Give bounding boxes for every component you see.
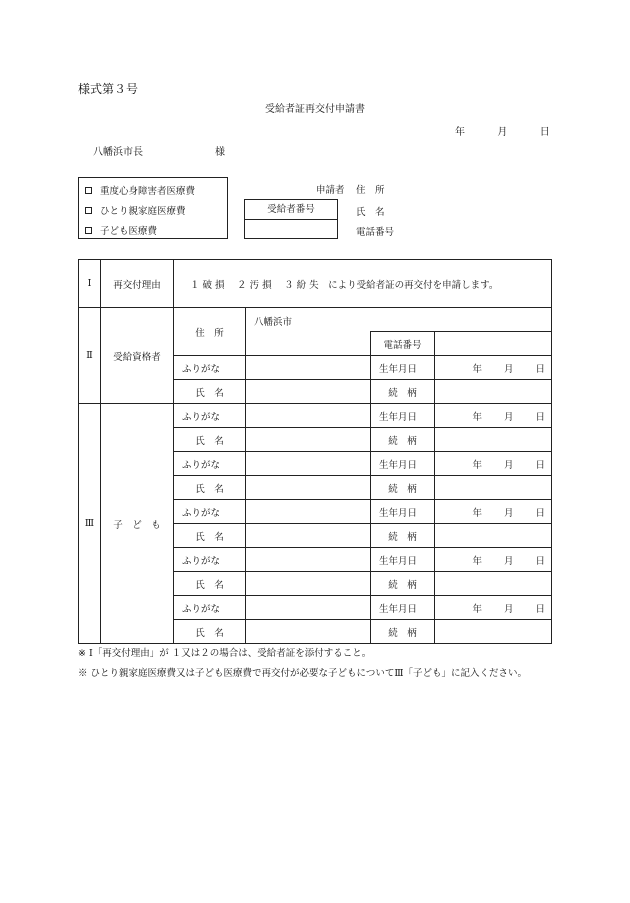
- child-birthdate-label: 生年月日: [371, 596, 435, 620]
- section2-address-field[interactable]: [246, 332, 371, 356]
- document-title: 受給者証再交付申請書: [265, 104, 365, 115]
- day-label: 日: [535, 363, 546, 375]
- applicant-label: 申請者: [316, 185, 345, 196]
- section2-label: 受給資格者: [101, 308, 174, 404]
- child-furigana-field[interactable]: [246, 548, 371, 572]
- checkbox-item[interactable]: [85, 223, 157, 237]
- checkbox-label: 重度心身障害者医療費: [100, 186, 196, 197]
- section2-address-row: [79, 308, 552, 332]
- child-birthdate-label: 生年月日: [371, 500, 435, 524]
- child-furigana-field[interactable]: [246, 404, 371, 428]
- child-furigana-label: ふりがな: [174, 596, 246, 620]
- checkbox-icon[interactable]: [85, 207, 92, 214]
- footnote: ※ Ⅰ「再交付理由」が １又は２の場合は、受給者証を添付すること。: [78, 648, 372, 659]
- month-label: 月: [504, 459, 514, 471]
- month-label: 月: [497, 127, 508, 138]
- child-name-label: 氏 名: [174, 428, 246, 452]
- year-label: 年: [472, 363, 482, 375]
- recipient-number-field[interactable]: [245, 220, 337, 238]
- child-furigana-field[interactable]: [246, 452, 371, 476]
- section2-birthdate-field[interactable]: [435, 356, 552, 380]
- reissue-reason-options[interactable]: １ 破 損 ２ 汚 損 ３ 紛 失 により受給者証の再交付を申請します。: [174, 260, 552, 308]
- year-label: 年: [472, 603, 482, 615]
- month-label: 月: [504, 363, 514, 375]
- month-label: 月: [504, 555, 514, 567]
- child-name-field[interactable]: [246, 572, 371, 596]
- section2-address-value: 八幡浜市: [246, 308, 552, 332]
- child-relationship-field[interactable]: [435, 524, 552, 548]
- child-birthdate-field[interactable]: [435, 548, 552, 572]
- section2-relationship-label: 続 柄: [371, 380, 435, 404]
- section2-phone-field[interactable]: [435, 332, 552, 356]
- section2-address-label: 住 所: [174, 308, 246, 356]
- section2-furigana-field[interactable]: [246, 356, 371, 380]
- section1-label: 再交付理由: [101, 260, 174, 308]
- child-relationship-label: 続 柄: [371, 428, 435, 452]
- section2-name-field[interactable]: [246, 380, 371, 404]
- month-label: 月: [504, 507, 514, 519]
- child-relationship-label: 続 柄: [371, 524, 435, 548]
- child-name-field[interactable]: [246, 524, 371, 548]
- year-label: 年: [472, 411, 482, 423]
- applicant-phone-label: 電話番号: [356, 227, 395, 238]
- year-label: 年: [472, 459, 482, 471]
- child-relationship-field[interactable]: [435, 476, 552, 500]
- child-name-field[interactable]: [246, 476, 371, 500]
- child-name-label: 氏 名: [174, 524, 246, 548]
- addressee-honorific: 様: [215, 147, 225, 158]
- child-relationship-field[interactable]: [435, 620, 552, 644]
- child-birthdate-field[interactable]: [435, 404, 552, 428]
- child-relationship-field[interactable]: [435, 572, 552, 596]
- child-furigana-field[interactable]: [246, 500, 371, 524]
- year-label: 年: [472, 507, 482, 519]
- section1-row: [79, 260, 552, 308]
- child-birthdate-label: 生年月日: [371, 548, 435, 572]
- checkbox-label: 子ども医療費: [100, 226, 158, 237]
- section2-name-label: 氏 名: [174, 380, 246, 404]
- section2-relationship-field[interactable]: [435, 380, 552, 404]
- child-birthdate-field[interactable]: [435, 596, 552, 620]
- child-birthdate-field[interactable]: [435, 452, 552, 476]
- checkbox-label: ひとり親家庭医療費: [100, 206, 186, 217]
- checkbox-item[interactable]: [85, 203, 186, 217]
- child-name-label: 氏 名: [174, 572, 246, 596]
- applicant-name-label: 氏 名: [356, 207, 385, 218]
- month-label: 月: [504, 411, 514, 423]
- child-name-field[interactable]: [246, 428, 371, 452]
- program-checkbox-group: [78, 177, 228, 239]
- checkbox-icon[interactable]: [85, 187, 92, 194]
- child-relationship-label: 続 柄: [371, 572, 435, 596]
- day-label: 日: [539, 127, 550, 138]
- section3-label: 子 ど も: [101, 404, 174, 644]
- child-birthdate-field[interactable]: [435, 500, 552, 524]
- footnote: ※ ひとり親家庭医療費又は子ども医療費で再交付が必要な子どもについてⅢ「子ども」に記入ください。: [78, 668, 527, 679]
- child-name-field[interactable]: [246, 620, 371, 644]
- month-label: 月: [504, 603, 514, 615]
- checkbox-item[interactable]: [85, 183, 195, 197]
- child-relationship-label: 続 柄: [371, 620, 435, 644]
- year-label: 年: [472, 555, 482, 567]
- checkbox-icon[interactable]: [85, 227, 92, 234]
- form-number: 様式第３号: [78, 82, 139, 96]
- section2-numeral: Ⅱ: [79, 308, 101, 404]
- day-label: 日: [535, 459, 546, 471]
- child-furigana-label: ふりがな: [174, 404, 246, 428]
- child-furigana-label: ふりがな: [174, 452, 246, 476]
- child-furigana-field[interactable]: [246, 596, 371, 620]
- application-table: [78, 259, 552, 644]
- section2-birthdate-label: 生年月日: [371, 356, 435, 380]
- year-label: 年: [455, 127, 465, 138]
- child-name-label: 氏 名: [174, 620, 246, 644]
- section3-numeral: Ⅲ: [79, 404, 101, 644]
- child-furigana-row: [79, 404, 552, 428]
- child-relationship-field[interactable]: [435, 428, 552, 452]
- recipient-number-box: [244, 199, 338, 239]
- section2-phone-label: 電話番号: [371, 332, 435, 356]
- section1-numeral: Ⅰ: [79, 260, 101, 308]
- recipient-number-label: 受給者番号: [245, 200, 337, 220]
- child-birthdate-label: 生年月日: [371, 404, 435, 428]
- day-label: 日: [535, 507, 546, 519]
- child-furigana-label: ふりがな: [174, 548, 246, 572]
- day-label: 日: [535, 411, 546, 423]
- day-label: 日: [535, 555, 546, 567]
- child-furigana-label: ふりがな: [174, 500, 246, 524]
- child-relationship-label: 続 柄: [371, 476, 435, 500]
- section2-furigana-label: ふりがな: [174, 356, 246, 380]
- applicant-address-label: 住 所: [356, 185, 385, 196]
- day-label: 日: [535, 603, 546, 615]
- addressee-name: 八幡浜市長: [93, 147, 143, 158]
- child-birthdate-label: 生年月日: [371, 452, 435, 476]
- application-date: [455, 123, 550, 138]
- child-name-label: 氏 名: [174, 476, 246, 500]
